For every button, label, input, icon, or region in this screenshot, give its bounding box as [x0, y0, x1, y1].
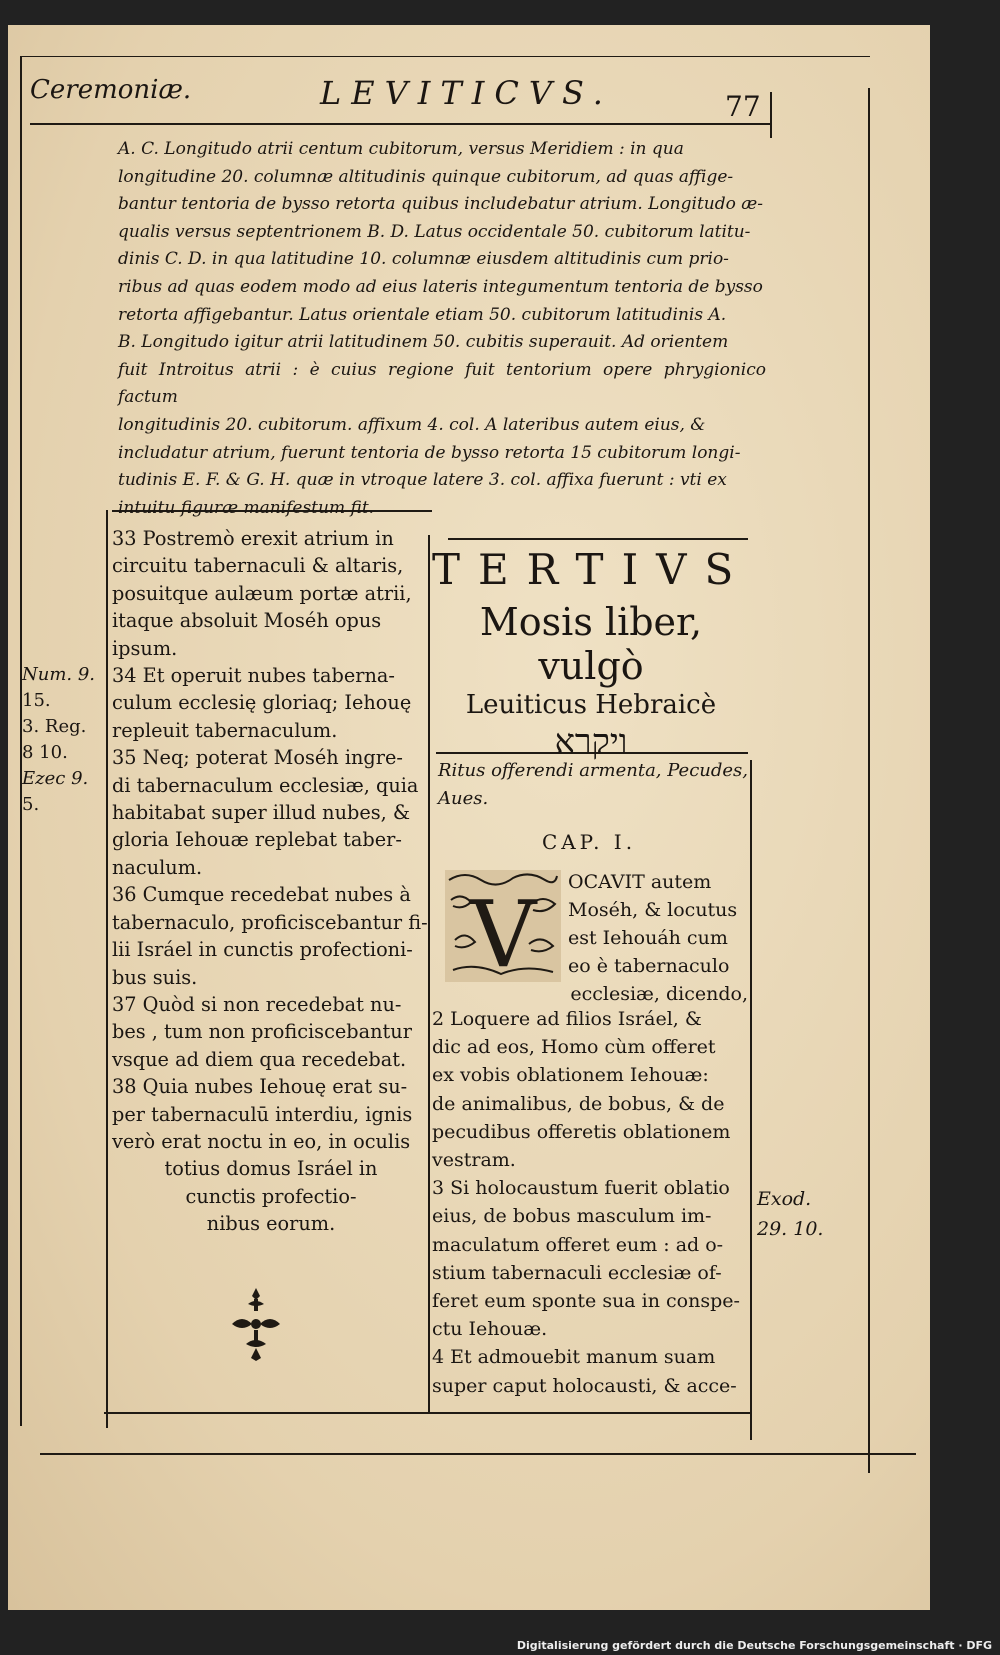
text-line: posuitque aulæum portæ atrii,: [112, 581, 412, 605]
footer-rule: [104, 1412, 750, 1414]
text-line: eo è tabernaculo: [568, 955, 730, 977]
running-head-title: LEVITICVS.: [320, 74, 613, 112]
text-line: per tabernaculū interdiu, ignis: [112, 1102, 413, 1126]
note-line: tudinis E. F. & G. H. quæ in vtroque latere 3. col. affixa fuerunt : vti ex: [118, 470, 727, 491]
text-line: OCAVIT autem: [568, 871, 712, 893]
text-line: tabernaculo, proficiscebantur fi-: [112, 910, 428, 934]
note-line: retorta affigebantur. Latus orientale etiam 50. cubitorum latitudinis A.: [118, 304, 727, 325]
text-line: stium tabernaculi ecclesiæ of-: [432, 1261, 722, 1284]
margin-ref: Ezec 9.: [22, 768, 89, 789]
text-line: 33 Postremò erexit atrium in: [112, 527, 394, 550]
outer-frame-right: [868, 88, 870, 1473]
note-line: bantur tentoria de bysso retorta quibus includebatur atrium. Longitudo æ-: [118, 194, 763, 215]
verse-1: [568, 868, 748, 1008]
note-line: B. Longitudo igitur atrii latitudinem 50. cubitis superauit. Ad orientem: [118, 332, 729, 353]
text-line: nibus eorum.: [206, 1212, 336, 1236]
text-line: ctu Iehouæ.: [432, 1318, 548, 1341]
frame-top: [22, 56, 870, 57]
text-line: eius, de bobus masculum im-: [432, 1205, 712, 1228]
margin-ref: 8 10.: [22, 742, 68, 763]
page-number: 77: [725, 90, 761, 123]
note-line: longitudine 20. columnæ altitudinis quinque cubitorum, ad quas affige-: [118, 166, 734, 187]
text-line: culum ecclesię gloriaq; Iehouę: [112, 691, 412, 715]
margin-ref: 29. 10.: [757, 1218, 824, 1240]
right-column-rule: [750, 760, 752, 1440]
figure-note: [118, 136, 766, 522]
book-title-block: [432, 545, 750, 762]
book-title-tertius: TERTIVS: [432, 545, 752, 594]
text-line: itaque absoluit Moséh opus: [112, 609, 382, 633]
initial-letter: V: [469, 881, 537, 982]
chapter-heading: CAP. I.: [541, 830, 637, 854]
text-line: bus suis.: [112, 965, 198, 989]
text-line: gloria Iehouæ replebat taber-: [112, 828, 402, 852]
text-line: lii Isráel in cunctis profectioni-: [112, 938, 413, 962]
text-line: de animalibus, de bobus, & de: [432, 1092, 725, 1115]
text-line: verò erat noctu in eo, in oculis: [112, 1129, 411, 1153]
text-line: di tabernaculum ecclesiæ, quia: [112, 773, 419, 797]
right-margin-references: [757, 1184, 837, 1244]
text-line: naculum.: [112, 855, 203, 879]
book-title-line3: Leuiticus Hebraicè: [465, 690, 717, 720]
text-line: vestram.: [432, 1149, 516, 1172]
note-line: intuitu figuræ manifestum fit.: [118, 497, 375, 518]
text-line: repleuit tabernaculum.: [112, 718, 338, 742]
text-line: pecudibus offeretis oblationem: [432, 1120, 731, 1143]
left-column-rule: [106, 510, 108, 1428]
text-line: 2 Loquere ad filios Isráel, &: [432, 1008, 702, 1030]
title-top-rule: [448, 538, 748, 540]
margin-ref: Exod.: [757, 1188, 812, 1210]
text-line: bes , tum non proficiscebantur: [112, 1020, 412, 1044]
text-line: ipsum.: [112, 636, 178, 660]
note-line: A. C. Longitudo atrii centum cubitorum, versus Meridiem : in qua: [118, 139, 684, 159]
note-line: qualis versus septentrionem B. D. Latus occidentale 50. cubitorum latitu-: [118, 221, 751, 242]
fleuron-ornament: [228, 1286, 284, 1362]
note-line: includatur atrium, fuerunt tentoria de bysso retorta 15 cubitorum longi-: [118, 442, 741, 463]
note-line: dinis C. D. in qua latitudine 10. columnæ eiusdem altitudinis cum prio-: [118, 249, 729, 270]
text-line: super caput holocausti, & acce-: [432, 1374, 737, 1397]
margin-ref: Num. 9.: [22, 664, 96, 685]
text-line: 35 Neq; poterat Moséh ingre-: [112, 746, 403, 770]
left-column-text: [112, 525, 430, 1238]
margin-ref: 3. Reg.: [22, 716, 87, 737]
text-line: est Iehouáh cum: [568, 927, 728, 949]
note-line: fuit Introitus atrii : è cuius regione fuit tentorium opere phrygionico factum: [118, 359, 766, 408]
text-line: cunctis profectio-: [185, 1184, 357, 1208]
text-line: 4 Et admouebit manum suam: [432, 1346, 716, 1369]
header-rule: [30, 123, 770, 125]
text-line: 34 Et operuit nubes taberna-: [112, 664, 395, 688]
text-line: Moséh, & locutus: [568, 899, 738, 921]
text-line: 3 Si holocaustum fuerit oblatio: [432, 1177, 730, 1200]
digitization-credit: Digitalisierung gefördert durch die Deutsche Forschungsgemeinschaft · DFG: [516, 1639, 992, 1652]
bottom-rule: [40, 1453, 916, 1455]
note-line: longitudinis 20. cubitorum. affixum 4. col. A lateribus autem eius, &: [118, 414, 706, 435]
book-title-hebrew: ויקרא: [554, 722, 628, 762]
text-line: totius domus Isráel in: [164, 1157, 378, 1181]
text-line: maculatum offeret eum : ad o-: [432, 1233, 724, 1256]
text-line: dic ad eos, Homo cùm offeret: [432, 1036, 716, 1059]
running-head-left: Ceremoniæ.: [30, 75, 192, 105]
text-line: feret eum sponte sua in conspe-: [432, 1290, 740, 1313]
left-margin-references: [22, 662, 102, 818]
chapter-summary: Ritus offerendi armenta, Pecudes, Aues.: [438, 760, 749, 809]
text-line: ecclesiæ, dicendo,: [570, 983, 748, 1005]
header-page-rule: [770, 92, 772, 138]
margin-ref: 5.: [22, 794, 40, 815]
text-line: 37 Quòd si non recedebat nu-: [112, 992, 402, 1016]
text-line: 36 Cumque recedebat nubes à: [112, 883, 411, 907]
text-line: habitabat super illud nubes, &: [112, 801, 411, 825]
decorated-initial: [445, 870, 561, 982]
right-column-text: [432, 1005, 748, 1400]
text-line: 38 Quia nubes Iehouę erat su-: [112, 1075, 408, 1099]
book-title-line2: Mosis liber, vulgò: [479, 600, 703, 688]
text-line: circuitu tabernaculi & altaris,: [112, 554, 404, 578]
text-line: vsque ad diem qua recedebat.: [112, 1047, 407, 1071]
text-line: ex vobis oblationem Iehouæ:: [432, 1064, 709, 1087]
margin-ref: 15.: [22, 690, 51, 711]
note-line: ribus ad quas eodem modo ad eius lateris integumentum tentoria de bysso: [118, 276, 763, 297]
